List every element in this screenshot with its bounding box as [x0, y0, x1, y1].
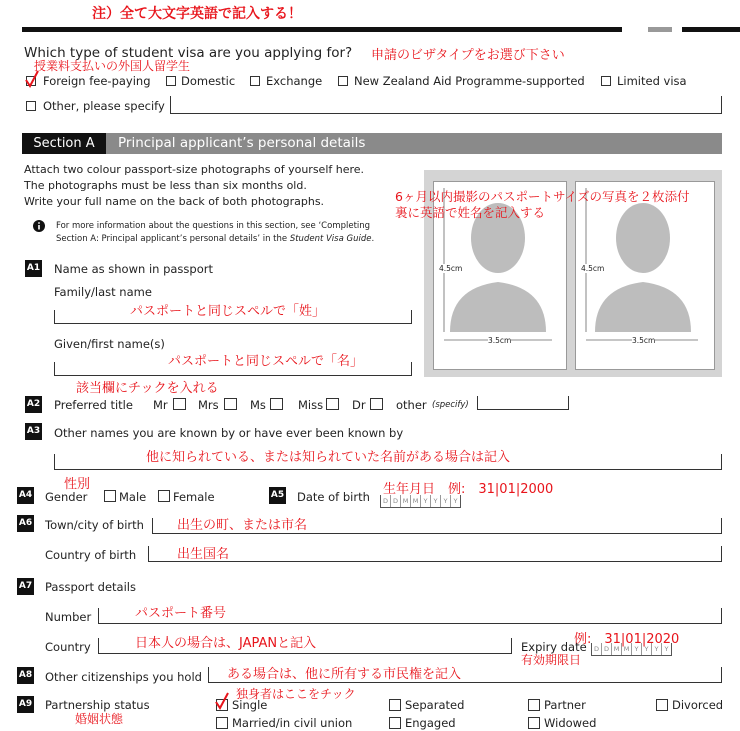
top-rule-right: [682, 27, 740, 32]
country-of-birth-annotation: 出生国名: [177, 547, 230, 562]
visa-option-foreign-fee-paying: Foreign fee-paying: [43, 74, 151, 88]
photo-annotation-1: 6ヶ月以内撮影のパスポートサイズの写真を２枚添付: [395, 189, 690, 204]
checkmark-icon: [24, 70, 40, 88]
partnership-annotation: 婚姻状態: [75, 712, 124, 726]
visa-option-domestic: Domestic: [181, 74, 236, 88]
question-number-a9: A9: [17, 696, 34, 713]
title-dr-label: Dr: [352, 398, 366, 412]
title-mrs-label: Mrs: [198, 398, 219, 412]
status-widowed-label: Widowed: [544, 716, 597, 730]
a8-label: Other citizenships you hold: [45, 670, 202, 684]
date-letter: M: [411, 495, 421, 507]
other-names-annotation: 他に知られている、または知られていた名前がある場合は記入: [146, 450, 511, 465]
a1-label: Name as shown in passport: [54, 262, 213, 276]
date-letter: D: [381, 495, 391, 507]
status-single-label: Single: [232, 698, 268, 712]
given-name-label: Given/first name(s): [54, 337, 165, 351]
a9-label: Partnership status: [45, 698, 150, 712]
question-number-a4: A4: [17, 487, 34, 504]
status-partner-checkbox[interactable]: [528, 699, 540, 711]
date-letter: Y: [431, 495, 441, 507]
title-miss-checkbox[interactable]: [326, 398, 339, 410]
title-dr-checkbox[interactable]: [370, 398, 383, 410]
dob-annotation: 生年月日 例: 31|01|2000: [383, 482, 554, 497]
photo-box-2[interactable]: [575, 181, 715, 370]
status-married-checkbox[interactable]: [216, 717, 228, 729]
title-other-input[interactable]: [477, 396, 569, 410]
a5-label: Date of birth: [297, 490, 370, 504]
foreign-fee-annotation: 授業料支払いの外国人留学生: [34, 59, 191, 73]
domestic-checkbox[interactable]: [166, 76, 176, 86]
question-number-a8: A8: [17, 667, 34, 684]
top-rule: [22, 27, 622, 32]
status-divorced-label: Divorced: [672, 698, 724, 712]
top-rule-grey: [648, 27, 672, 32]
gender-annotation: 性別: [64, 477, 91, 492]
a3-label: Other names you are known by or have ever been known by: [54, 426, 404, 440]
checkmark-icon: [214, 692, 230, 710]
status-partner-label: Partner: [544, 698, 586, 712]
passport-country-label: Country: [45, 640, 91, 654]
question-number-a6: A6: [17, 515, 34, 532]
family-name-label: Family/last name: [54, 285, 152, 299]
status-married-label: Married/in civil union: [232, 716, 353, 730]
dob-input[interactable]: [380, 495, 461, 508]
title-annotation: 該当欄にチックを入れる: [76, 381, 219, 396]
date-letter: M: [622, 643, 632, 655]
photo-annotation-2: 裏に英語で姓名を記入する: [395, 205, 546, 220]
status-engaged-label: Engaged: [405, 716, 456, 730]
visa-option-other: Other, please specify: [43, 99, 165, 113]
single-annotation: 独身者はここをチック: [236, 687, 356, 701]
other-visa-checkbox[interactable]: [26, 101, 36, 111]
photo-width-label: 3.5cm: [488, 336, 512, 345]
a7-label: Passport details: [45, 580, 136, 594]
question-number-a3: A3: [25, 423, 42, 440]
a4-label: Gender: [45, 490, 88, 504]
question-number-a1: A1: [25, 260, 42, 277]
photo-instruction-2: The photographs must be less than six months old.: [24, 179, 307, 192]
exchange-checkbox[interactable]: [250, 76, 260, 86]
title-other-label: other: [396, 398, 427, 412]
a2-label: Preferred title: [54, 398, 133, 412]
top-note-annotation: 注）全て大文字英語で記入する！: [92, 6, 302, 22]
date-letter: Y: [441, 495, 451, 507]
info-text-line-1: For more information about the questions in this section, see ‘Completing: [56, 221, 371, 231]
status-divorced-checkbox[interactable]: [656, 699, 668, 711]
town-of-birth-label: Town/city of birth: [45, 518, 144, 532]
visa-option-exchange: Exchange: [266, 74, 323, 88]
info-icon: [33, 220, 45, 232]
gender-female-label: Female: [173, 490, 215, 504]
date-letter: Y: [453, 497, 458, 505]
date-letter: Y: [632, 643, 642, 655]
photo-instruction-3: Write your full name on the back of both photographs.: [24, 195, 325, 208]
status-separated-label: Separated: [405, 698, 465, 712]
title-mr-label: Mr: [153, 398, 168, 412]
passport-country-annotation: 日本人の場合は、JAPANと記入: [135, 636, 317, 651]
status-separated-checkbox[interactable]: [389, 699, 401, 711]
passport-number-annotation: パスポート番号: [135, 606, 227, 621]
town-of-birth-annotation: 出生の町、または市名: [177, 518, 308, 533]
visa-type-question: Which type of student visa are you applying for?: [24, 45, 353, 61]
date-letter: Y: [652, 643, 662, 655]
date-letter: D: [592, 643, 602, 655]
photo-width-label: 3.5cm: [632, 336, 656, 345]
country-of-birth-input[interactable]: [148, 546, 722, 562]
family-name-annotation: パスポートと同じスペルで「姓」: [130, 304, 326, 319]
date-letter: M: [401, 495, 411, 507]
title-mr-checkbox[interactable]: [173, 398, 186, 410]
date-letter: M: [612, 643, 622, 655]
nz-aid-checkbox[interactable]: [338, 76, 348, 86]
question-number-a7: A7: [17, 578, 34, 595]
expiry-date-input[interactable]: [591, 643, 672, 656]
section-tag: Section A: [22, 133, 106, 154]
country-of-birth-label: Country of birth: [45, 548, 137, 562]
title-mrs-checkbox[interactable]: [224, 398, 237, 410]
student-visa-guide-ref: Student Visa Guide: [289, 234, 372, 244]
expiry-annotation: 有効期限日: [521, 653, 582, 667]
info-text-line-2: [56, 233, 374, 246]
status-widowed-checkbox[interactable]: [528, 717, 540, 729]
photo-height-label: 4.5cm: [439, 264, 463, 273]
gender-female-checkbox[interactable]: [158, 490, 170, 502]
date-letter: Y: [664, 645, 669, 653]
photo-height-label: 4.5cm: [581, 264, 605, 273]
visa-option-nz-aid: New Zealand Aid Programme-supported: [354, 74, 585, 88]
title-ms-label: Ms: [250, 398, 266, 412]
date-letter: D: [391, 495, 401, 507]
question-number-a5: A5: [269, 487, 286, 504]
status-engaged-checkbox[interactable]: [389, 717, 401, 729]
date-letter: Y: [642, 643, 652, 655]
other-citizenships-annotation: ある場合は、他に所有する市民権を記入: [227, 667, 462, 682]
expiry-date-label: Expiry date: [521, 640, 587, 654]
title-miss-label: Miss: [298, 398, 324, 412]
given-name-annotation: パスポートと同じスペルで「名」: [168, 354, 364, 369]
limited-visa-checkbox[interactable]: [601, 76, 611, 86]
question-number-a2: A2: [25, 396, 42, 413]
gender-male-label: Male: [119, 490, 147, 504]
expiry-example-annotation: 例: 31|01|2020: [574, 632, 680, 647]
passport-number-label: Number: [45, 610, 92, 624]
title-other-hint: (specify): [432, 400, 469, 410]
title-ms-checkbox[interactable]: [270, 398, 283, 410]
gender-male-checkbox[interactable]: [104, 490, 116, 502]
visa-option-limited: Limited visa: [617, 74, 687, 88]
photo-instruction-1: Attach two colour passport-size photographs of yourself here.: [24, 163, 365, 176]
visa-type-annotation: 申請のビザタイプをお選び下さい: [371, 48, 565, 63]
info-text-2a: Section A: Principal applicant’s personal details’ in the: [56, 234, 290, 244]
info-text-2c: .: [371, 234, 375, 244]
date-letter: Y: [421, 495, 431, 507]
date-letter: D: [602, 643, 612, 655]
other-visa-input[interactable]: [170, 96, 722, 114]
section-title: Principal applicant’s personal details: [118, 135, 366, 151]
